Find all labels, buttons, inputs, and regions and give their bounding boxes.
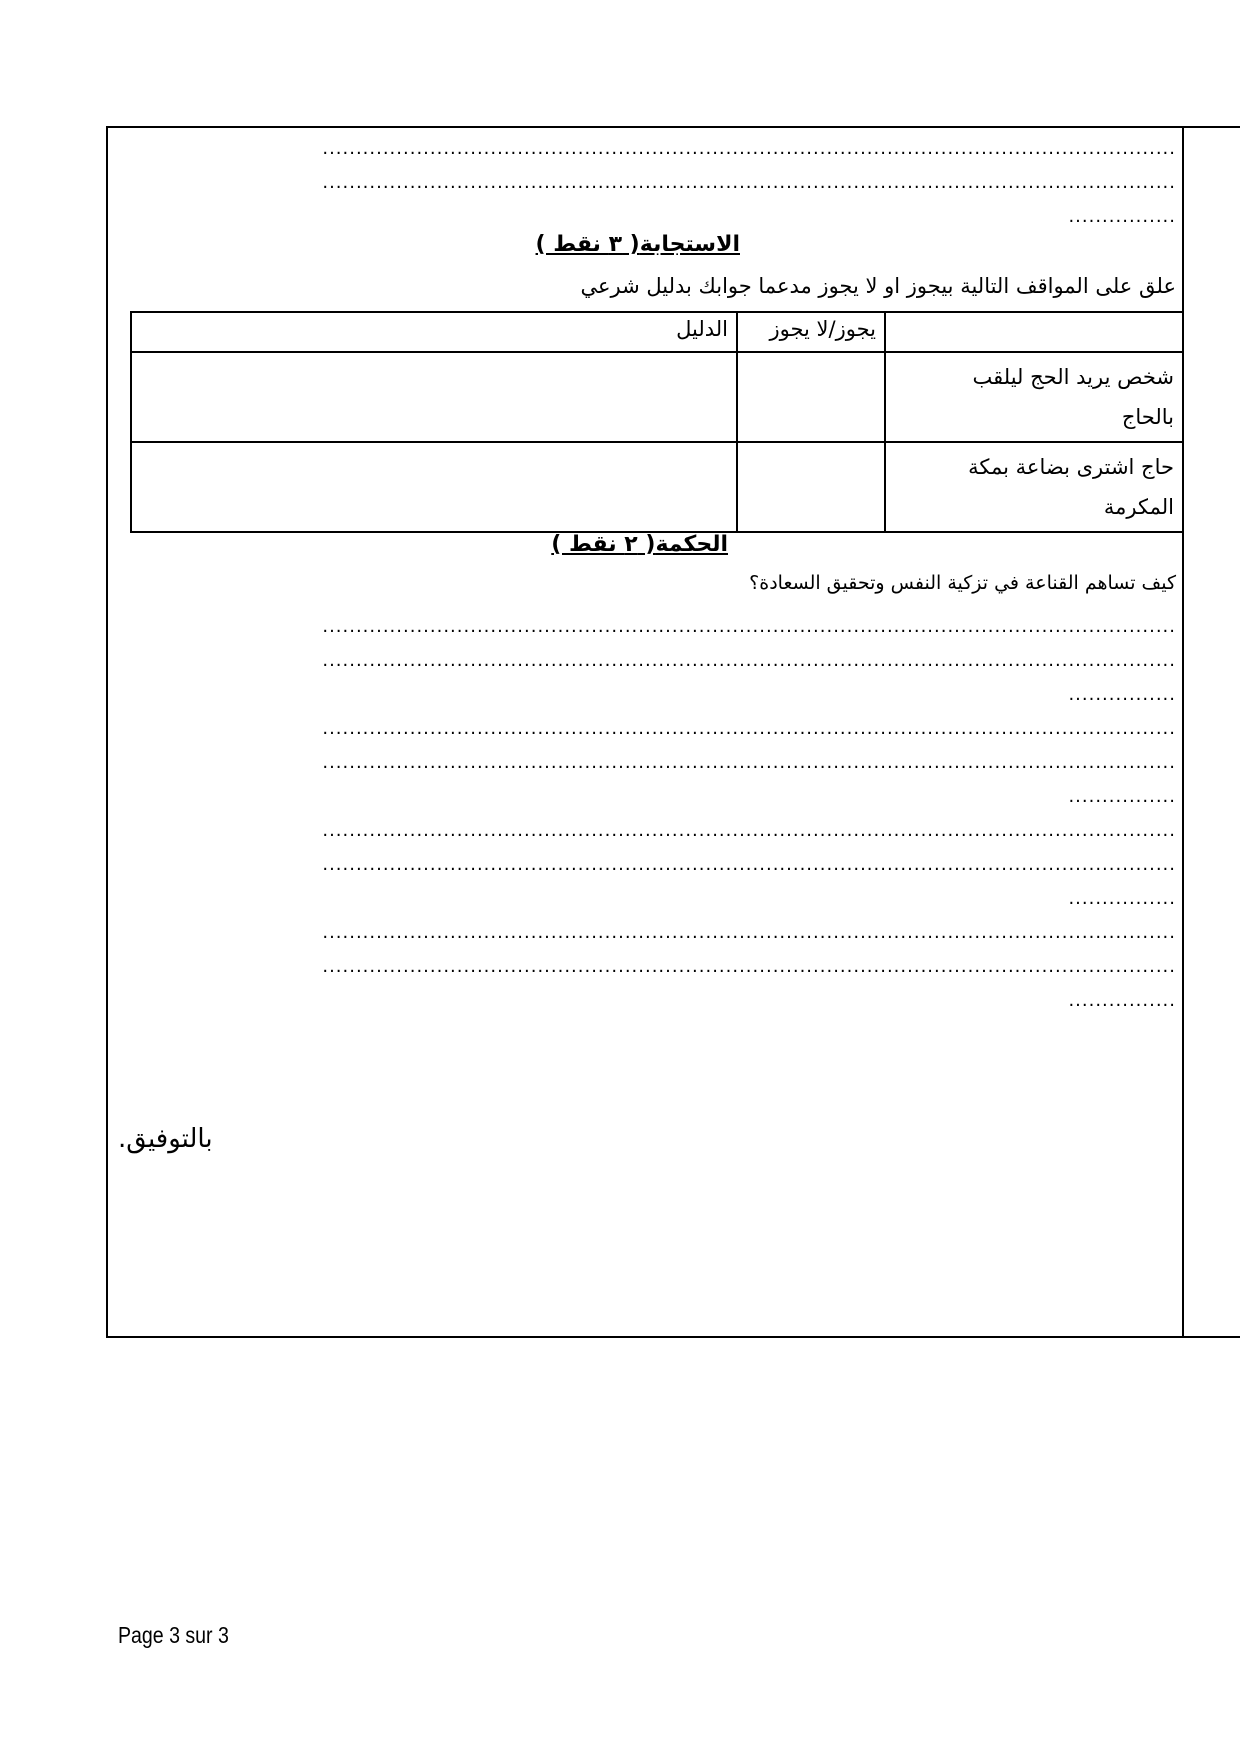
- answer-line-short: ................: [1068, 990, 1176, 1011]
- section-response-points: ( ٣ نقط ): [535, 232, 640, 257]
- section-wisdom-question: كيف تساهم القناعة في تزكية النفس وتحقيق السعادة؟: [749, 572, 1176, 594]
- section-wisdom-heading: [551, 532, 728, 557]
- table-header-situation: [885, 312, 1183, 352]
- section-response-instruction: علق على المواقف التالية بيجوز او لا يجوز مدعما جوابك بدليل شرعي: [580, 274, 1176, 298]
- situation-text: بالحاج: [1121, 405, 1174, 429]
- answer-line: ...............................................................................................................................: [322, 820, 1176, 841]
- section-wisdom-title: الحكمة: [655, 532, 728, 557]
- table-row: [131, 352, 1183, 442]
- situation-text: المكرمة: [1103, 495, 1174, 519]
- table-cell-ruling[interactable]: [737, 442, 885, 532]
- page-number: Page 3 sur 3: [118, 1622, 229, 1648]
- situation-text: حاج اشترى بضاعة بمكة: [968, 455, 1174, 479]
- answer-line-short: ................: [1068, 786, 1176, 807]
- answer-line: ...............................................................................................................................: [322, 752, 1176, 773]
- table-cell-situation: [885, 352, 1183, 442]
- table-row: [131, 442, 1183, 532]
- answer-line: ...............................................................................................................................: [322, 616, 1176, 637]
- table-header-evidence: الدليل: [131, 312, 737, 352]
- table-header-ruling: يجوز/لا يجوز: [737, 312, 885, 352]
- table-cell-evidence[interactable]: [131, 352, 737, 442]
- answer-line: ...............................................................................................................................: [322, 854, 1176, 875]
- section-response-heading: [536, 232, 740, 257]
- table-cell-evidence[interactable]: [131, 442, 737, 532]
- table-cell-ruling[interactable]: [737, 352, 885, 442]
- section-wisdom-points: ( ٢ نقط ): [551, 532, 656, 557]
- table-header-row: [131, 312, 1183, 352]
- answer-line: ...............................................................................................................................: [322, 718, 1176, 739]
- situations-table: [130, 311, 1184, 533]
- section-response-title: الاستجابة: [639, 232, 740, 257]
- answer-line: ...............................................................................................................................: [322, 172, 1176, 193]
- answer-line: ...............................................................................................................................: [322, 650, 1176, 671]
- answer-line-short: ................: [1068, 206, 1176, 227]
- answer-line: ...............................................................................................................................: [322, 956, 1176, 977]
- situation-text: شخص يريد الحج ليلقب: [972, 365, 1174, 389]
- answer-line: ...............................................................................................................................: [322, 138, 1176, 159]
- side-margin-lines: [1184, 126, 1240, 1338]
- closing-text: بالتوفيق.: [118, 1124, 213, 1154]
- answer-line-short: ................: [1068, 888, 1176, 909]
- table-cell-situation: [885, 442, 1183, 532]
- answer-line-short: ................: [1068, 684, 1176, 705]
- answer-line: ...............................................................................................................................: [322, 922, 1176, 943]
